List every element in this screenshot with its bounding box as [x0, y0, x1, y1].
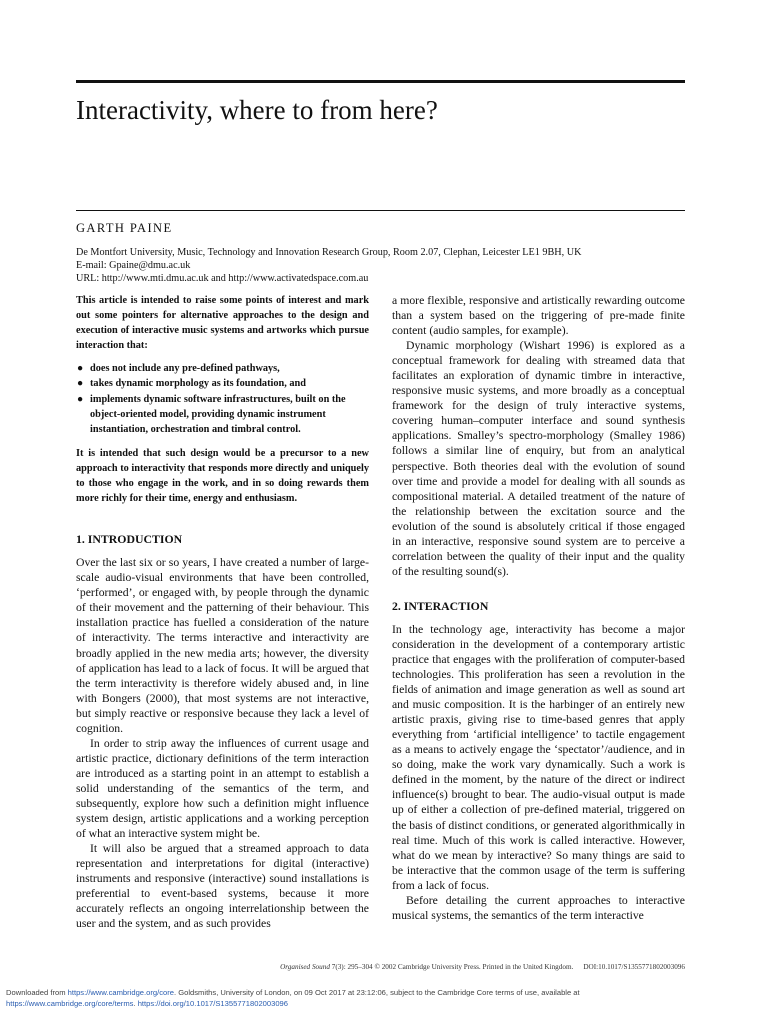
title-rule: [76, 210, 685, 211]
body-paragraph: In order to strip away the influences of current usage and artistic practice, dictionary definitions of the term interaction are introduced as a starting point in an attempt to establish a solid understanding of the semantics of the term, and subsequently, explore how such a definition might influence system design, artistic applications and a working perception of what an interactive system might be.: [76, 736, 369, 841]
download-notice: Downloaded from https://www.cambridge.org/core. Goldsmiths, University of London, on 09 Oct 2017 at 23:12:06, subject to the Cambridge Core terms of use, available at https://www.cambridge.org/core/terms. https://doi.org/10.1017/S1355771802003096: [6, 988, 580, 1008]
abstract-bullets: [76, 361, 369, 436]
abstract-intro: This article is intended to raise some points of interest and mark out some pointers for alternative approaches to the design and execution of interactive music systems and artworks which pursue interaction that:: [76, 295, 369, 352]
journal-name: Organised Sound: [280, 963, 330, 971]
affiliation-url: URL: http://www.mti.dmu.ac.uk and http://www.activatedspace.com.au: [76, 273, 369, 284]
author-affiliation: [76, 246, 581, 285]
journal-doi: DOI:10.1017/S1355771802003096: [583, 963, 685, 971]
author-name: GARTH PAINE: [76, 221, 173, 235]
affiliation-address: De Montfort University, Music, Technology and Innovation Research Group, Room 2.07, Clephan, Leicester LE1 9BH, UK: [76, 247, 582, 258]
abstract-conclusion: It is intended that such design would be a precursor to a new approach to interactivity that responds more directly and uniquely to those who engage in the work, and in so doing rewards them more richly for their time, energy and enthusiasm.: [76, 447, 369, 505]
affiliation-email: E-mail: Gpaine@dmu.ac.uk: [76, 260, 191, 271]
body-paragraph: It will also be argued that a streamed approach to data representation and interpretations for digital (interactive) instruments and responsive (interactive) sound installations is preferential to event-based systems, because it more accurately reflects an ongoing interrelationship between the user and the system, and as such provides: [76, 842, 369, 931]
journal-citation: 7(3): 295–304 © 2002 Cambridge University Press. Printed in the United Kingdom.: [329, 963, 574, 971]
body-paragraph: Over the last six or so years, I have created a number of large-scale audio-visual environments that have been controlled, ‘performed’, or engaged with, by people through the dynamic of their movement and the patterning of their behaviour. This installation practice has fuelled a consideration of the nature of interactivity. The terms interactive and interactivity are broadly applied in the new media arts; however, the diversity of application has lead to a lack of focus. It will be argued that the term interactivity is therefore widely abused and, in line with Bongers (2000), that most systems are not interactive, but simply reactive or responsive because they lack a level of cognition.: [76, 556, 369, 735]
bullet-icon: ●: [77, 363, 84, 375]
top-rule: [76, 80, 685, 83]
body-paragraph: Before detailing the current approaches to interactive musical systems, the semantics of the term interactive: [392, 893, 685, 922]
terms-link[interactable]: https://www.cambridge.org/core/terms: [6, 999, 134, 1008]
article-title: Interactivity, where to from here?: [76, 95, 438, 125]
journal-footer: [76, 963, 685, 971]
bullet-item: ● implements dynamic software infrastructures, built on the object-oriented model, providing dynamic instrument instantiation, orchestration and timbral control.: [77, 393, 346, 435]
doi-link[interactable]: https://doi.org/10.1017/S1355771802003096: [137, 999, 289, 1008]
bullet-icon: ●: [77, 393, 84, 405]
right-column: [392, 293, 685, 923]
body-paragraph: In the technology age, interactivity has become a major consideration in the development of a contemporary artistic practice that engages with the proliferation of computer-based technologies. This proliferation has seen a revolution in the fields of animation and image generation as well as sound art and music composition. It is the harbinger of an entirely new artistic praxis, giving rise to time-based genres that apply everything from ‘artificial intelligence’ to tactile engagement as a means to actively engage the ‘spectator’/audience, and in so doing, make the work vary dynamically. Such a work is defined in the moment, by the nature of the direct or indirect influence(s) brought to bear. The audio-visual output is made up of either a collection of pre-defined material, triggered on the basis of distinct conditions, or generated algorithmically in real time. Much of this work is called interactive. However, what do we mean by interactive? So many things are said to be interactive that the common usage of the term is suffering from a lack of focus.: [392, 622, 685, 892]
left-column: [76, 293, 369, 931]
bullet-item: ● takes dynamic morphology as its foundation, and: [76, 376, 369, 391]
body-paragraph: Dynamic morphology (Wishart 1996) is explored as a conceptual framework for dealing with streamed data that facilitates an exploration of dynamic timbre in interactive, responsive music systems, and more broadly as a conceptual framework for the design of truly interactive systems, covering human–computer interface and sound synthesis applications. Smalley’s spectro-morphology (Smalley 1986) follows a similar line of enquiry, but from an analytical perspective. Both theories deal with the evolution of sound over time and provide a model for dealing with all sounds as compositional material. A detailed treatment of the nature of the relationship between the excitation source and the evolution of the sound is absolutely critical if those engaged in an interactive, responsive sound system are to perceive a correlation between the quality of their input and the quality of the resulting sound(s).: [392, 339, 685, 578]
cambridge-core-link[interactable]: https://www.cambridge.org/core: [67, 988, 174, 997]
body-paragraph: a more flexible, responsive and artistically rewarding outcome than a system based on the triggering of pre-made finite content (audio samples, for example).: [392, 294, 685, 338]
bullet-icon: ●: [77, 378, 84, 390]
bullet-item: ● does not include any pre-defined pathways,: [76, 361, 369, 376]
section-heading-interaction: 2. INTERACTION: [392, 598, 489, 613]
section-heading-introduction: 1. INTRODUCTION: [76, 532, 183, 547]
